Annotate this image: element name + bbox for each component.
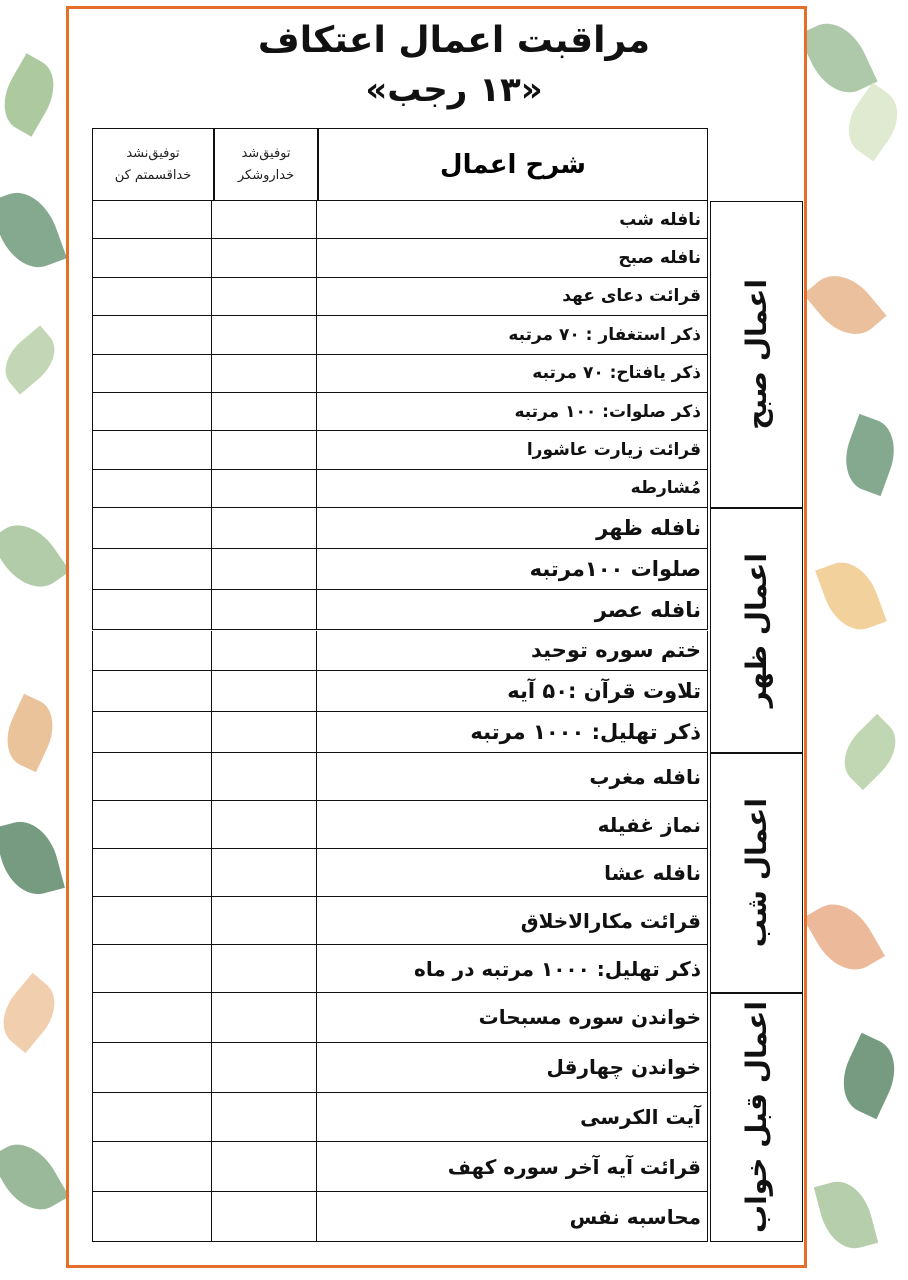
fail-check-cell[interactable] bbox=[91, 753, 213, 800]
activity-label: قرائت زیارت عاشورا bbox=[526, 439, 701, 460]
section-label-box bbox=[710, 201, 803, 508]
success-check-cell[interactable] bbox=[211, 549, 317, 589]
activity-label: نافله ظهر bbox=[596, 515, 701, 540]
activity-label: نماز غفیله bbox=[597, 812, 701, 837]
header-fail-line2: خداقسمتم کن bbox=[114, 167, 192, 183]
fail-check-cell[interactable] bbox=[91, 508, 213, 548]
fail-check-cell[interactable] bbox=[91, 393, 213, 430]
header-success-line1: توفیق‌شد bbox=[241, 145, 291, 161]
table-row bbox=[92, 201, 708, 239]
table-row bbox=[92, 993, 708, 1043]
success-check-cell[interactable] bbox=[211, 239, 317, 276]
leaf-decoration bbox=[0, 1132, 69, 1221]
section-label: اعمال شب bbox=[740, 798, 773, 948]
fail-check-cell[interactable] bbox=[91, 590, 213, 630]
success-check-cell[interactable] bbox=[211, 849, 317, 896]
header-success-line2: خداروشکر bbox=[237, 167, 295, 183]
activity-label: قرائت دعای عهد bbox=[562, 286, 701, 307]
fail-check-cell[interactable] bbox=[91, 849, 213, 896]
leaf-decoration bbox=[0, 814, 65, 901]
leaf-decoration bbox=[815, 554, 887, 639]
leaf-decoration bbox=[0, 183, 67, 277]
success-check-cell[interactable] bbox=[211, 431, 317, 468]
fail-check-cell[interactable] bbox=[91, 278, 213, 315]
fail-check-cell[interactable] bbox=[91, 945, 213, 992]
success-check-cell[interactable] bbox=[211, 590, 317, 630]
header-fail-line1: توفیق‌نشد bbox=[126, 145, 180, 161]
activity-label: آیت الکرسی bbox=[580, 1104, 701, 1129]
header-sharh-label: شرح اعمال bbox=[440, 149, 586, 180]
fail-check-cell[interactable] bbox=[91, 671, 213, 711]
leaf-decoration bbox=[0, 694, 64, 772]
table-row bbox=[92, 1043, 708, 1093]
activity-label: خواندن سوره مسبحات bbox=[478, 1005, 701, 1030]
section-label: اعمال قبل خواب bbox=[740, 1001, 773, 1234]
success-check-cell[interactable] bbox=[211, 1043, 317, 1092]
table-row bbox=[92, 1192, 708, 1242]
success-check-cell[interactable] bbox=[211, 355, 317, 392]
success-check-cell[interactable] bbox=[211, 508, 317, 548]
table-row bbox=[92, 549, 708, 590]
leaf-decoration bbox=[0, 973, 68, 1053]
leaf-decoration bbox=[832, 714, 908, 790]
table-row bbox=[92, 753, 708, 801]
success-check-cell[interactable] bbox=[211, 897, 317, 944]
table-row bbox=[92, 849, 708, 897]
fail-check-cell[interactable] bbox=[91, 1093, 213, 1142]
leaf-decoration bbox=[0, 325, 66, 394]
activity-label: تلاوت قرآن :۵۰ آیه bbox=[507, 679, 701, 704]
leaf-decoration bbox=[803, 262, 886, 348]
activity-label: صلوات ۱۰۰مرتبه bbox=[529, 556, 701, 581]
table-row bbox=[92, 431, 708, 469]
leaf-decoration bbox=[803, 892, 885, 982]
section-label-box bbox=[710, 753, 803, 993]
section-label: اعمال صبح bbox=[740, 279, 773, 430]
leaf-decoration bbox=[0, 512, 70, 600]
table-row bbox=[92, 239, 708, 277]
activity-label: ذکر یافتاح: ۷۰ مرتبه bbox=[532, 363, 701, 384]
activity-label: محاسبه نفس bbox=[569, 1204, 701, 1229]
fail-check-cell[interactable] bbox=[91, 631, 213, 671]
table-row bbox=[92, 508, 708, 549]
checklist-table bbox=[92, 128, 708, 1242]
table-row bbox=[92, 1142, 708, 1192]
table-row bbox=[92, 316, 708, 354]
fail-check-cell[interactable] bbox=[91, 993, 213, 1042]
fail-check-cell[interactable] bbox=[91, 355, 213, 392]
leaf-decoration bbox=[831, 1033, 907, 1119]
success-check-cell[interactable] bbox=[211, 316, 317, 353]
page-title: مراقبت اعمال اعتکاف bbox=[257, 20, 651, 61]
activity-label: ذکر تهلیل: ۱۰۰۰ مرتبه در ماه bbox=[414, 956, 701, 981]
activity-label: قرائت مکارالاخلاق bbox=[520, 908, 701, 933]
success-check-cell[interactable] bbox=[211, 278, 317, 315]
fail-check-cell[interactable] bbox=[91, 1192, 213, 1241]
success-check-cell[interactable] bbox=[211, 201, 317, 238]
activity-label: نافله شب bbox=[619, 209, 701, 230]
fail-check-cell[interactable] bbox=[91, 239, 213, 276]
table-row bbox=[92, 945, 708, 993]
success-check-cell[interactable] bbox=[211, 470, 317, 507]
table-row bbox=[92, 590, 708, 631]
table-row bbox=[92, 631, 708, 672]
success-check-cell[interactable] bbox=[211, 631, 317, 671]
activity-label: نافله صبح bbox=[618, 248, 701, 269]
fail-check-cell[interactable] bbox=[91, 201, 213, 238]
success-check-cell[interactable] bbox=[211, 393, 317, 430]
fail-check-cell[interactable] bbox=[91, 712, 213, 752]
success-check-cell[interactable] bbox=[211, 1093, 317, 1142]
header-sharh bbox=[318, 128, 708, 201]
table-row bbox=[92, 393, 708, 431]
table-row bbox=[92, 278, 708, 316]
success-check-cell[interactable] bbox=[211, 1142, 317, 1191]
fail-check-cell[interactable] bbox=[91, 549, 213, 589]
section-label-box bbox=[710, 993, 803, 1242]
table-row bbox=[92, 355, 708, 393]
leaf-decoration bbox=[814, 1175, 878, 1255]
header-fail bbox=[92, 128, 214, 201]
fail-check-cell[interactable] bbox=[91, 316, 213, 353]
table-row bbox=[92, 671, 708, 712]
page-subtitle: «۱۳ رجب» bbox=[365, 70, 543, 110]
table-row bbox=[92, 801, 708, 849]
activity-label: ذکر صلوات: ۱۰۰ مرتبه bbox=[514, 401, 701, 422]
activity-label: خواندن چهارقل bbox=[546, 1055, 701, 1080]
activity-label: نافله عشا bbox=[604, 860, 701, 885]
fail-check-cell[interactable] bbox=[91, 1142, 213, 1191]
section-label: اعمال ظهر bbox=[740, 553, 773, 708]
success-check-cell[interactable] bbox=[211, 1192, 317, 1241]
fail-check-cell[interactable] bbox=[91, 897, 213, 944]
activity-label: ختم سوره توحید bbox=[531, 638, 701, 663]
section-label-box bbox=[710, 508, 803, 753]
table-row bbox=[92, 1093, 708, 1143]
success-check-cell[interactable] bbox=[211, 801, 317, 848]
success-check-cell[interactable] bbox=[211, 753, 317, 800]
leaf-decoration bbox=[835, 414, 904, 496]
success-check-cell[interactable] bbox=[211, 671, 317, 711]
table-row bbox=[92, 470, 708, 508]
success-check-cell[interactable] bbox=[211, 993, 317, 1042]
activity-label: ذکر استغفار : ۷۰ مرتبه bbox=[508, 324, 701, 345]
fail-check-cell[interactable] bbox=[91, 801, 213, 848]
activity-label: مُشارطه bbox=[630, 478, 701, 499]
table-row bbox=[92, 712, 708, 753]
header-success bbox=[214, 128, 318, 201]
activity-label: قرائت آیه آخر سوره کهف bbox=[447, 1154, 701, 1179]
success-check-cell[interactable] bbox=[211, 712, 317, 752]
success-check-cell[interactable] bbox=[211, 945, 317, 992]
fail-check-cell[interactable] bbox=[91, 1043, 213, 1092]
activity-label: نافله عصر bbox=[594, 597, 701, 622]
table-row bbox=[92, 897, 708, 945]
activity-label: نافله مغرب bbox=[589, 764, 701, 789]
fail-check-cell[interactable] bbox=[91, 470, 213, 507]
fail-check-cell[interactable] bbox=[91, 431, 213, 468]
activity-label: ذکر تهلیل: ۱۰۰۰ مرتبه bbox=[470, 720, 701, 745]
